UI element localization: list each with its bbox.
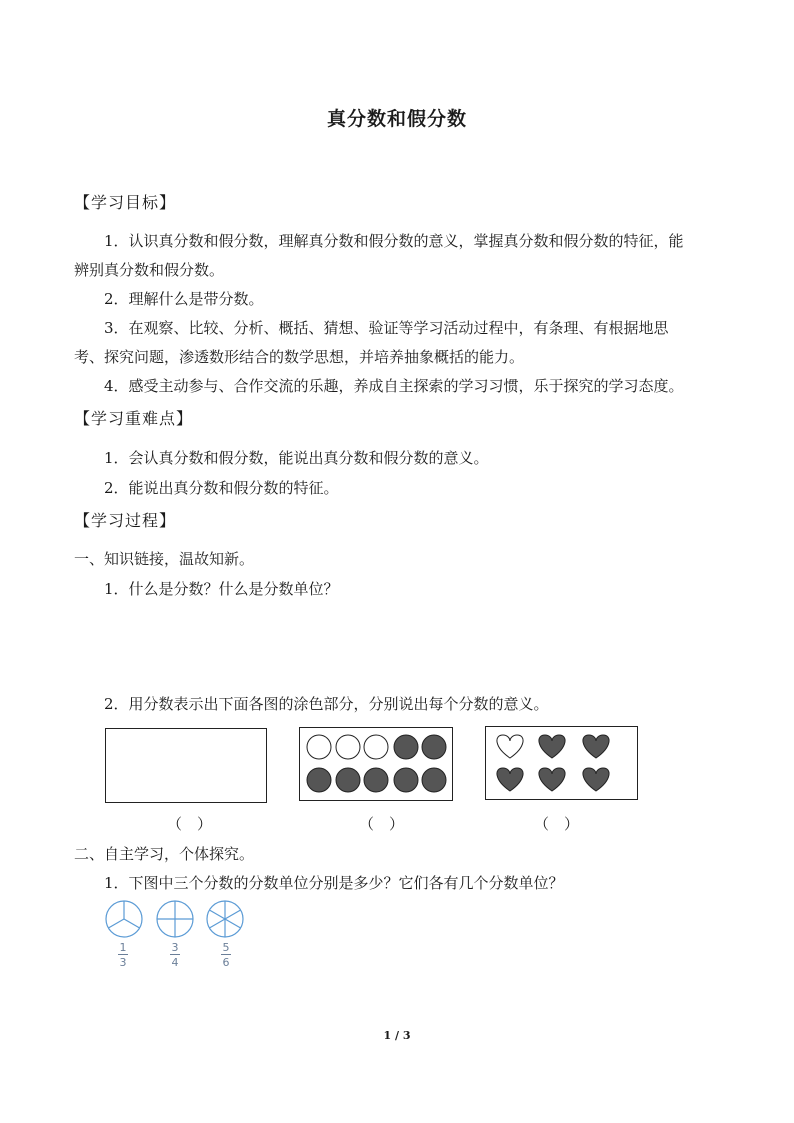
fraction-numerator: 5 <box>222 941 230 954</box>
page-number: 1 / 3 <box>383 1029 411 1042</box>
fraction-denominator: 6 <box>222 956 230 969</box>
key-heading: 【学习重难点】 <box>74 409 194 428</box>
key-point-1: 1．会认真分数和假分数，能说出真分数和假分数的意义。 <box>104 449 489 467</box>
page-title: 真分数和假分数 <box>326 108 467 130</box>
rectangle-figure <box>105 728 267 803</box>
goals-heading: 【学习目标】 <box>74 193 177 212</box>
goal-line-4: 4．感受主动参与、合作交流的乐趣，养成自主探索的学习习惯，乐于探究的学习态度。 <box>104 377 684 395</box>
process-heading: 【学习过程】 <box>74 511 177 530</box>
heart-mark <box>497 768 523 791</box>
heart-mark <box>583 768 609 791</box>
circle-mark <box>394 768 418 792</box>
question-3: 1．下图中三个分数的分数单位分别是多少？它们各有几个分数单位？ <box>104 874 564 892</box>
goal-line-2: 2．理解什么是带分数。 <box>104 290 264 308</box>
key-point-2: 2．能说出真分数和假分数的特征。 <box>104 479 339 497</box>
goal-line-3-cont: 考、探究问题，渗透数形结合的数学思想，并培养抽象概括的能力。 <box>74 348 525 366</box>
goal-line-1: 1．认识真分数和假分数，理解真分数和假分数的意义，掌握真分数和假分数的特征，能 <box>104 232 684 250</box>
answer-blank-3[interactable]: （ ） <box>534 815 580 833</box>
fraction-5-6 <box>216 942 236 968</box>
part2-heading: 二、自主学习，个体探究。 <box>74 845 255 863</box>
goal-line-3: 3．在观察、比较、分析、概括、猜想、验证等学习活动过程中，有条理、有根据地思 <box>104 319 669 337</box>
fraction-1-3 <box>113 942 133 968</box>
circles-svg <box>300 728 452 800</box>
question-2: 2．用分数表示出下面各图的涂色部分，分别说出每个分数的意义。 <box>104 695 549 713</box>
part1-heading: 一、知识链接，温故知新。 <box>74 550 255 568</box>
circle-mark <box>364 768 388 792</box>
heart-mark <box>539 735 565 758</box>
heart-mark <box>539 768 565 791</box>
answer-blank-1[interactable]: （ ） <box>167 815 213 833</box>
circle-mark <box>336 768 360 792</box>
question-1: 1．什么是分数？什么是分数单位？ <box>104 580 339 598</box>
circle-mark <box>422 735 446 759</box>
circle-mark <box>422 768 446 792</box>
circle-mark <box>364 735 388 759</box>
fraction-numerator: 3 <box>171 941 179 954</box>
heart-mark <box>497 735 523 758</box>
goal-line-1-cont: 辨别真分数和假分数。 <box>74 261 225 279</box>
hearts-svg <box>486 727 637 799</box>
hearts-figure <box>485 726 638 800</box>
circle-mark <box>394 735 418 759</box>
circle-mark <box>307 768 331 792</box>
answer-blank-2[interactable]: （ ） <box>359 815 405 833</box>
heart-mark <box>583 735 609 758</box>
circles-figure <box>299 727 453 801</box>
fraction-denominator: 4 <box>171 956 179 969</box>
pie-figures <box>100 897 250 941</box>
fraction-denominator: 3 <box>119 956 127 969</box>
fraction-3-4 <box>165 942 185 968</box>
fraction-numerator: 1 <box>119 941 127 954</box>
circle-mark <box>307 735 331 759</box>
circle-mark <box>336 735 360 759</box>
